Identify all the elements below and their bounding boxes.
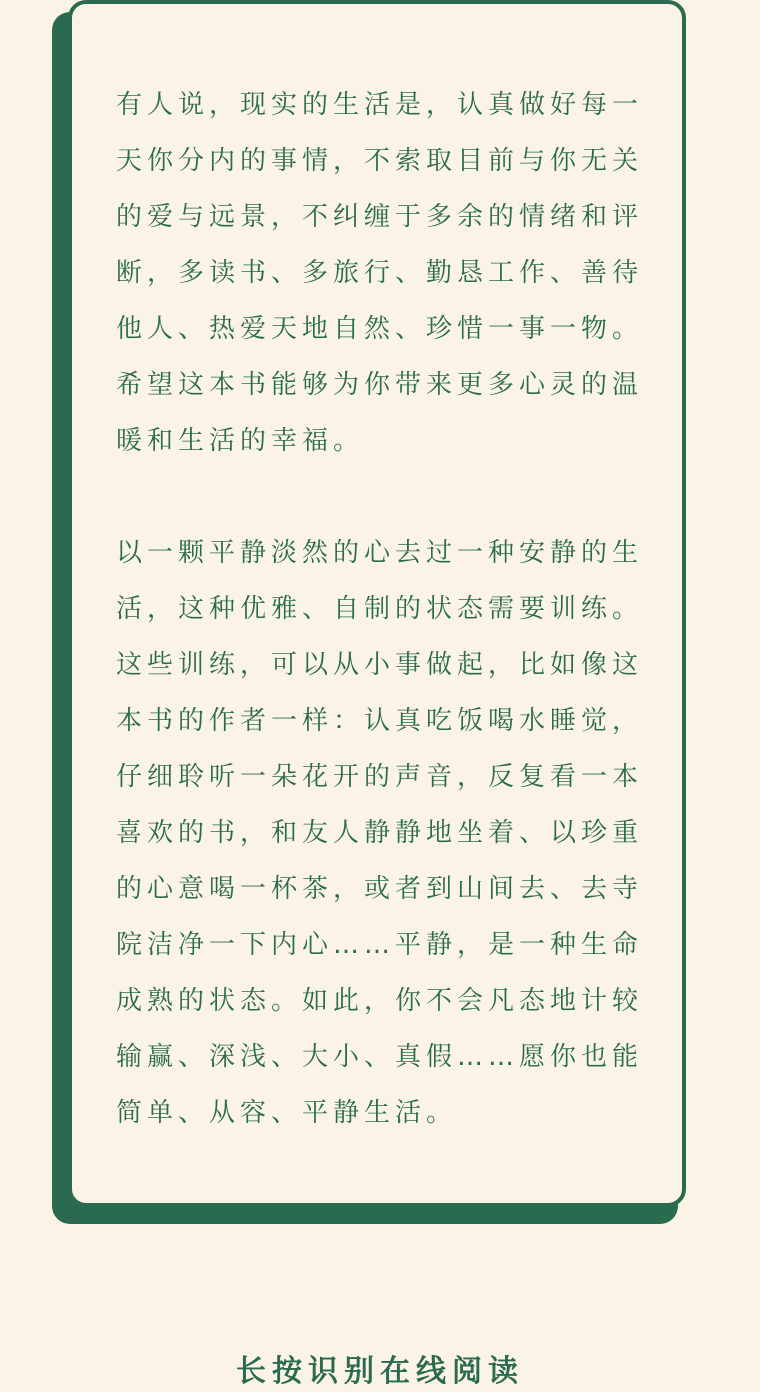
text-card [68, 0, 686, 1207]
paragraph-2: 以一颗平静淡然的心去过一种安静的生 活，这种优雅、自制的状态需要训练。 这些训练，可以从小事做起，比如像这 本书的作者一样：认真吃饭喝水睡觉， 仔细聆听一朵花开的声音，反复看一本 喜欢的书，和友人静静地坐着、以珍重 的心意喝一杯茶，或者到山间去、去寺 院洁净一下内心……平静，是一种生命 成熟的状态。如此，你不会凡态地计较 输赢、深浅、大小、真假……愿你也能 简单、从容、平静生活。 [116, 538, 644, 1128]
paragraph-1: 有人说，现实的生活是，认真做好每一 天你分内的事情，不索取目前与你无关 的爱与远景，不纠缠于多余的情绪和评 断，多读书、多旅行、勤恳工作、善待 他人、热爱天地自然、珍惜一事一物。 希望这本书能够为你带来更多心灵的温 暖和生活的幸福。 [116, 90, 644, 456]
footer-title: 长按识别在线阅读 [236, 1354, 524, 1389]
